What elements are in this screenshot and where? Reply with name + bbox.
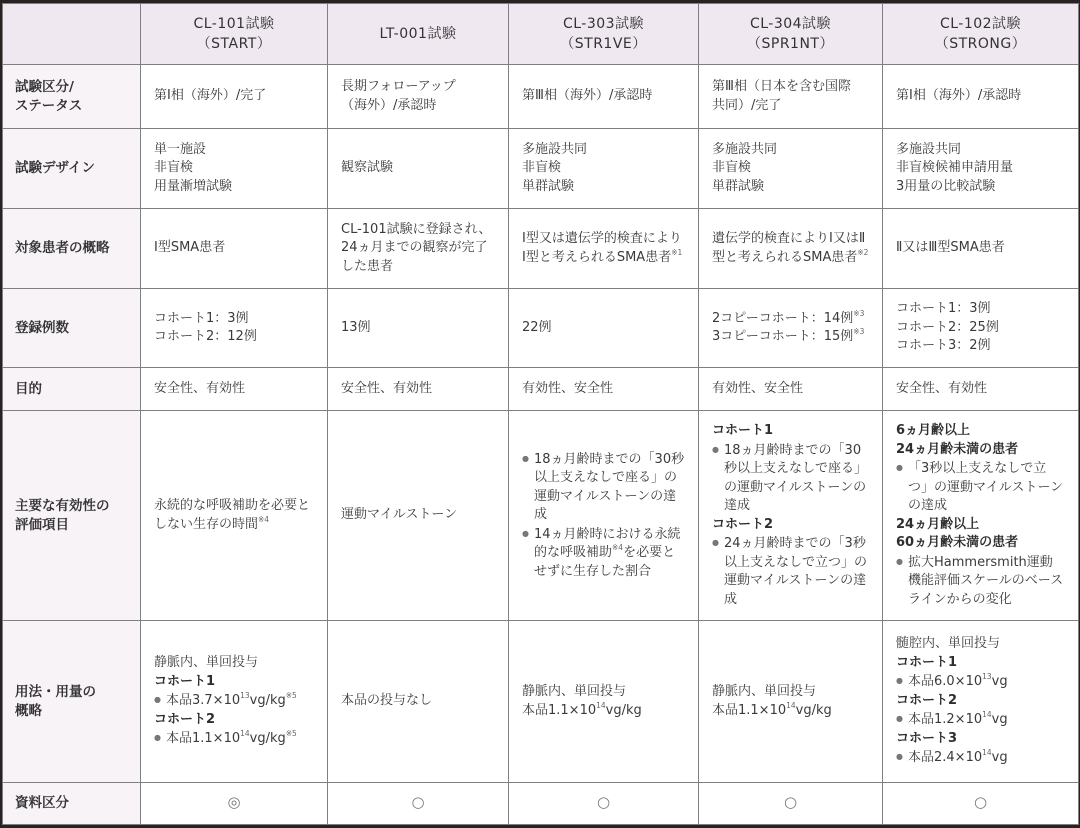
bullet-item <box>522 525 685 582</box>
cell-text: 遺伝学的検査によりⅠ又はⅡ型と考えられるSMA患者 <box>712 231 866 265</box>
cell-patients-cl102 <box>883 209 1079 289</box>
cell-text: を必要とせずに生存した割合 <box>534 545 676 579</box>
exponent: 14 <box>786 700 796 710</box>
cell-text: Ⅱ又はⅢ型SMA患者 <box>896 240 1005 256</box>
cell-text: 3用量の比較試験 <box>896 178 996 194</box>
cell-text: 非盲検候補申請用量 <box>896 160 1014 176</box>
col-subtitle: （SPR1NT） <box>747 36 834 52</box>
cell-material-lt001 <box>328 783 509 825</box>
col-title: CL-304試験 <box>749 16 832 32</box>
circle-icon: ○ <box>411 793 425 812</box>
cohort-heading: コホート3 <box>896 730 958 746</box>
cell-dosage-cl101 <box>141 621 328 783</box>
cell-patients-cl101 <box>141 209 328 289</box>
bullet-item: ● 18ヵ月齢時までの「30秒以上支えなしで座る」の運動マイルストーンの達成 <box>712 441 869 516</box>
cell-material-cl303 <box>509 783 699 825</box>
col-header-cl304 <box>699 4 883 65</box>
cell-dosage-cl102 <box>883 621 1079 783</box>
dose-text: 本品6.0×10 <box>908 674 983 690</box>
dose-text: 本品1.1×10 <box>166 731 241 747</box>
cohort-heading: 24ヵ月齢未満の患者 <box>896 441 1019 457</box>
exponent: 14 <box>982 710 992 720</box>
row-purpose <box>3 368 1079 411</box>
row-design <box>3 129 1079 209</box>
cell-patients-cl303 <box>509 209 699 289</box>
row-header-text: 概略 <box>15 702 42 719</box>
footnote-mark: ※2 <box>857 247 869 257</box>
cell-text: 多施設共同 <box>712 141 778 157</box>
cell-text: Ⅰ型又は遺伝学的検査によりⅠ型と考えられるSMA患者 <box>522 231 682 265</box>
row-status <box>3 65 1079 129</box>
route-text: 静脈内、単回投与 <box>522 684 627 699</box>
cell-text: （海外）/承認時 <box>341 97 437 113</box>
cell-material-cl101 <box>141 783 328 825</box>
cell-text: 共同）/完了 <box>712 97 782 113</box>
cell-purpose-cl102: 安全性、有効性 <box>883 368 1079 411</box>
bullet-item: ● 拡大Hammersmith運動機能評価スケールのベースラインからの変化 <box>896 553 1065 610</box>
cohort-heading: 6ヵ月齢以上 <box>896 423 971 438</box>
row-header-text: ステータス <box>15 97 83 114</box>
cell-status-cl101 <box>141 65 328 129</box>
cell-text: コホート3：2例 <box>896 338 991 354</box>
row-dosage <box>3 621 1079 783</box>
dose-text: 本品1.2×10 <box>908 712 983 728</box>
cell-enrollment-cl303: 22例 <box>509 289 699 368</box>
col-subtitle: （START） <box>196 36 272 52</box>
clinical-trials-table <box>2 3 1079 825</box>
cell-status-lt001 <box>328 65 509 129</box>
dose-text: 本品1.1×10 <box>712 702 787 718</box>
cohort-heading: コホート2 <box>712 516 774 532</box>
circle-icon: ○ <box>783 793 798 812</box>
cell-text: 第Ⅰ相（海外）/完了 <box>154 88 267 104</box>
row-header-endpoints <box>3 411 141 621</box>
cohort-heading: コホート1 <box>712 423 774 438</box>
route-text: 静脈内、単回投与 <box>154 655 259 671</box>
cell-enrollment-cl102 <box>883 289 1079 368</box>
cohort-heading: コホート2 <box>154 711 216 727</box>
cell-text: 多施設共同 <box>522 141 588 157</box>
cohort-heading: コホート1 <box>154 673 216 689</box>
route-text: 髄腔内、単回投与 <box>896 636 1001 652</box>
cell-dosage-cl304 <box>699 621 883 783</box>
row-header-text: 用法・用量の <box>15 684 96 700</box>
bullet-item: ● 24ヵ月齢時までの「3秒以上支えなしで立つ」の運動マイルストーンの達成 <box>712 534 869 609</box>
header-row <box>3 4 1079 65</box>
exponent: 14 <box>240 729 250 739</box>
cell-design-cl303 <box>509 129 699 209</box>
exponent: 13 <box>240 691 250 701</box>
cell-endpoints-cl304 <box>699 411 883 621</box>
bullet-item: ● 18ヵ月齢時までの「30秒以上支えなしで座る」の運動マイルストーンの達成 <box>522 450 685 525</box>
cell-text: 観察試験 <box>341 160 394 176</box>
cohort-heading: 60ヵ月齢未満の患者 <box>896 535 1019 550</box>
col-header-lt001 <box>328 4 509 65</box>
row-header-purpose: 目的 <box>3 368 141 411</box>
dose-unit: vg <box>991 750 1008 766</box>
footnote-mark: ※5 <box>285 729 297 739</box>
cell-status-cl102 <box>883 65 1079 129</box>
cell-text: コホート1：3例 <box>896 301 991 317</box>
cell-design-cl102 <box>883 129 1079 209</box>
dose-text: 本品1.1×10 <box>522 702 597 718</box>
cell-dosage-cl303 <box>509 621 699 783</box>
cell-endpoints-cl101 <box>141 411 328 621</box>
row-header-design: 試験デザイン <box>3 129 141 209</box>
cell-enrollment-cl304 <box>699 289 883 368</box>
cell-text: 永続的な呼吸補助を必要としない生存の時間 <box>154 498 311 532</box>
col-title: CL-303試験 <box>562 16 645 32</box>
footnote-mark: ※3 <box>853 308 865 318</box>
cell-design-lt001 <box>328 129 509 209</box>
cell-text: 非盲検 <box>522 160 562 176</box>
dose-unit: vg/kg <box>795 702 832 718</box>
dose-unit: vg/kg <box>249 731 286 747</box>
bullet-item <box>154 691 314 711</box>
col-subtitle: （STRONG） <box>934 36 1027 52</box>
cell-text: 長期フォローアップ <box>341 79 456 94</box>
cell-text: コホート2：12例 <box>154 329 257 344</box>
cell-text: CL-101試験に登録され、24ヵ月までの観察が完了した患者 <box>341 221 492 274</box>
cell-text: 第Ⅰ相（海外）/承認時 <box>896 88 1022 104</box>
cell-text: 3コピーコホート：15例 <box>712 329 854 344</box>
cell-purpose-cl304: 有効性、安全性 <box>699 368 883 411</box>
row-header-text: 試験区分/ <box>15 79 74 95</box>
footnote-mark: ※5 <box>285 691 297 701</box>
cell-text: 多施設共同 <box>896 141 962 157</box>
bullet-item: ● 「3秒以上支えなしで立つ」の運動マイルストーンの達成 <box>896 459 1065 516</box>
cell-text: 単一施設 <box>154 141 207 157</box>
row-header-text: 主要な有効性の <box>15 498 110 514</box>
route-text: 静脈内、単回投与 <box>712 684 817 699</box>
dose-unit: vg <box>991 674 1008 690</box>
cohort-heading: 24ヵ月齢以上 <box>896 516 980 532</box>
dose-text: 本品2.4×10 <box>908 750 983 766</box>
cell-purpose-cl101: 安全性、有効性 <box>141 368 328 411</box>
exponent: 14 <box>596 700 606 710</box>
cell-text: 第Ⅲ相（日本を含む国際 <box>712 79 851 94</box>
col-subtitle: （STR1VE） <box>560 36 647 52</box>
cell-dosage-lt001: 本品の投与なし <box>328 621 509 783</box>
row-material <box>3 783 1079 825</box>
footnote-mark: ※4 <box>258 514 270 524</box>
cell-text: 非盲検 <box>154 160 194 176</box>
cell-endpoints-cl102 <box>883 411 1079 621</box>
cell-design-cl304 <box>699 129 883 209</box>
cell-text: 2コピーコホート：14例 <box>712 310 854 326</box>
dose-text: 本品3.7×10 <box>166 693 241 709</box>
col-header-cl303 <box>509 4 699 65</box>
bullet-item <box>896 672 1065 692</box>
cell-text: コホート1：3例 <box>154 310 249 326</box>
circle-icon: ○ <box>973 793 988 812</box>
bullet-item <box>896 748 1065 768</box>
cell-text: 14ヵ月齢時における永続的な呼吸補助 <box>534 526 681 561</box>
row-patients <box>3 209 1079 289</box>
row-header-enrollment: 登録例数 <box>3 289 141 368</box>
row-enrollment <box>3 289 1079 368</box>
row-endpoints <box>3 411 1079 621</box>
row-header-material: 資料区分 <box>3 783 141 825</box>
cell-endpoints-cl303 <box>509 411 699 621</box>
dose-unit: vg <box>991 712 1008 728</box>
cell-text: 非盲検 <box>712 160 752 176</box>
corner-cell <box>3 4 141 65</box>
cell-text: 第Ⅲ相（海外）/承認時 <box>522 88 653 104</box>
double-circle-icon: ◎ <box>227 793 241 812</box>
cell-purpose-lt001: 安全性、有効性 <box>328 368 509 411</box>
cohort-heading: コホート1 <box>896 654 958 670</box>
cell-enrollment-lt001: 13例 <box>328 289 509 368</box>
footnote-mark: ※4 <box>612 543 624 553</box>
row-header-patients: 対象患者の概略 <box>3 209 141 289</box>
cell-status-cl303 <box>509 65 699 129</box>
row-header-dosage <box>3 621 141 783</box>
exponent: 14 <box>982 748 992 758</box>
cohort-heading: コホート2 <box>896 692 958 708</box>
cell-status-cl304 <box>699 65 883 129</box>
cell-text: コホート2：25例 <box>896 319 999 335</box>
exponent: 13 <box>982 672 992 682</box>
cell-patients-lt001 <box>328 209 509 289</box>
cell-enrollment-cl101 <box>141 289 328 368</box>
cell-material-cl304 <box>699 783 883 825</box>
col-header-cl101 <box>141 4 328 65</box>
cell-text: Ⅰ型SMA患者 <box>154 240 226 256</box>
cell-material-cl102 <box>883 783 1079 825</box>
bullet-item <box>154 729 314 749</box>
cell-text: 単群試験 <box>522 178 575 194</box>
cell-text: 用量漸増試験 <box>154 178 233 194</box>
col-title: CL-102試験 <box>939 16 1022 32</box>
cell-patients-cl304 <box>699 209 883 289</box>
dose-unit: vg/kg <box>249 693 286 709</box>
col-header-cl102 <box>883 4 1079 65</box>
col-title: LT-001試験 <box>379 26 457 42</box>
cell-purpose-cl303: 有効性、安全性 <box>509 368 699 411</box>
circle-icon: ○ <box>596 793 611 812</box>
cell-endpoints-lt001: 運動マイルストーン <box>328 411 509 621</box>
row-header-status <box>3 65 141 129</box>
footnote-mark: ※1 <box>671 247 683 257</box>
cell-design-cl101 <box>141 129 328 209</box>
cell-text: 単群試験 <box>712 178 765 194</box>
row-header-text: 評価項目 <box>15 516 69 533</box>
dose-unit: vg/kg <box>605 702 642 718</box>
col-title: CL-101試験 <box>193 16 275 32</box>
footnote-mark: ※3 <box>853 327 865 336</box>
bullet-item <box>896 710 1065 730</box>
